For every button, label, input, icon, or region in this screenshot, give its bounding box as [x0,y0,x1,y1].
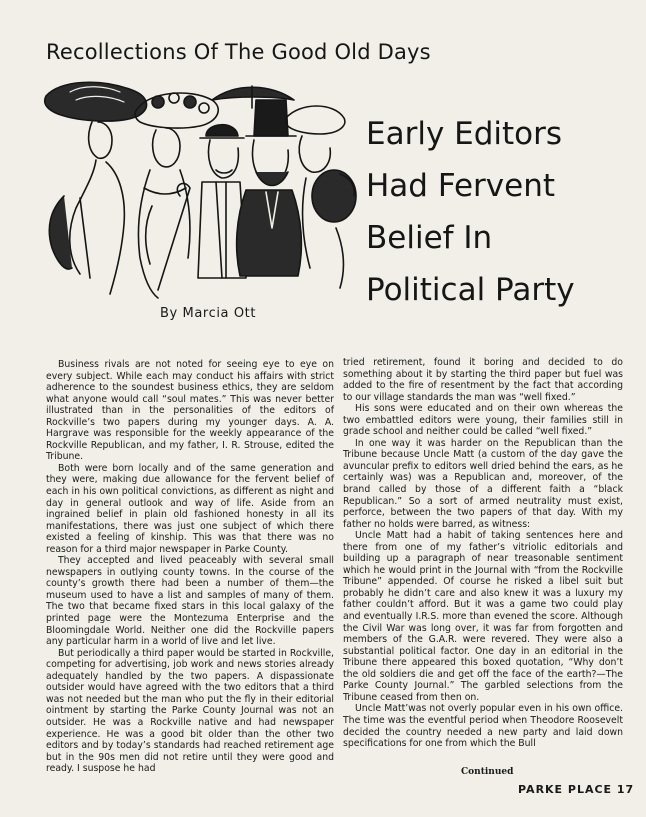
paragraph: tried retirement, found it boring and decided to do something about it by starting the third paper but fuel was added to the fire of resentment by the fact that according to our village standards the man was “well fixed.” [343,357,623,403]
article-column-left [46,359,334,775]
article-headline [366,108,628,316]
paragraph: They accepted and lived peaceably with several small newspapers in outlying county towns. In the course of the county’s growth there had been a number of them—the museum used to have a list and samples of many of them. The two that became fixed stars in this local galaxy of the printed page were the Montezuma Enterprise and the Bloomingdale World. Neither one did the Rockville papers any particular harm in a world of live and let live. [46,555,334,648]
headline-line-2: Had Fervent [366,168,556,204]
paragraph: Uncle Matt had a habit of taking sentences here and there from one of my father’s vitriolic editorials and building up a paragraph of near treasonable sentiment which he would print in the Journal with “from the Rockville Tribune” appended. Of course he risked a libel suit but probably he didn’t care and also knew it was a luxury my father couldn’t afford. But it was a game two could play and eventually I.R.S. more than evened the score. Although the Civil War was long over, it was far from forgotten and members of the G.A.R. were revered. They were also a substantial political factor. One day in an editorial in the Tribune there appeared this boxed quotation, “Why don’t the old soldiers die and get off the face of the earth?—The Parke County Journal.” The garbled selections from the Tribune ceased from then on. [343,530,623,703]
paragraph: Business rivals are not noted for seeing eye to eye on every subject. While each may conduct his affairs with strict adherence to the soundest business ethics, they are seldom what anyone would call “soul mates.” This was never better illustrated than in the personalities of the editors of Rockville’s two papers during my younger days. A. A. Hargrave was responsible for the weekly appearance of the Rockville Republican, and my father, I. R. Strouse, edited the Tribune. [46,359,334,463]
section-kicker: Recollections Of The Good Old Days [46,40,431,64]
paragraph: His sons were educated and on their own whereas the two embattled editors were young, their families still in grade school and neither could be called “well fixed.” [343,403,623,438]
paragraph: In one way it was harder on the Republican than the Tribune because Uncle Matt (a custom of the day gave the avuncular prefix to editors well dried behind the ears, as he certainly was) was a Republican and, moreover, of the brand called by those of a different faith a “black Republican.” So a sort of armed neutrality must exist, perforce, between the two papers of that day. With my father no holds were barred, as witness: [343,437,623,530]
victorian-group-illustration-icon [40,78,360,300]
article-column-right [343,357,623,750]
paragraph: Both were born locally and of the same generation and they were, making due allowance for the fervent belief of each in his own political convictions, as different as night and day in general outlook and way of life. Aside from an ingrained belief in plain old fashioned honesty in all its manifestations, there was just one subject of which there existed a feeling of kinship. This was that there was no reason for a third major newspaper in Parke County. [46,462,334,555]
headline-line-4: Political Party [366,272,575,308]
continued-note: Continued [461,767,514,777]
byline: By Marcia Ott [160,306,257,321]
page-folio: PARKE PLACE 17 [518,783,635,796]
headline-line-3: Belief In [366,220,493,256]
paragraph: Uncle Matt’was not overly popular even in his own office. The time was the eventful period when Theodore Roosevelt decided the country needed a new party and laid down specifications for one from which the Bull [343,703,623,750]
headline-line-1: Early Editors [366,116,563,152]
paragraph: But periodically a third paper would be started in Rockville, competing for advertising, job work and news stories already adequately handled by the two papers. A dispassionate outsider would have agreed with the two editors that a third was not needed but the man who put the fly in their editorial ointment by starting the Parke County Journal was not an outsider. He was a Rockville native and had newspaper experience. He was a good bit older than the other two editors and by today’s standards had reached retirement age but in the 90s men did not retire until they were good and ready. I suspose he had [46,647,334,775]
